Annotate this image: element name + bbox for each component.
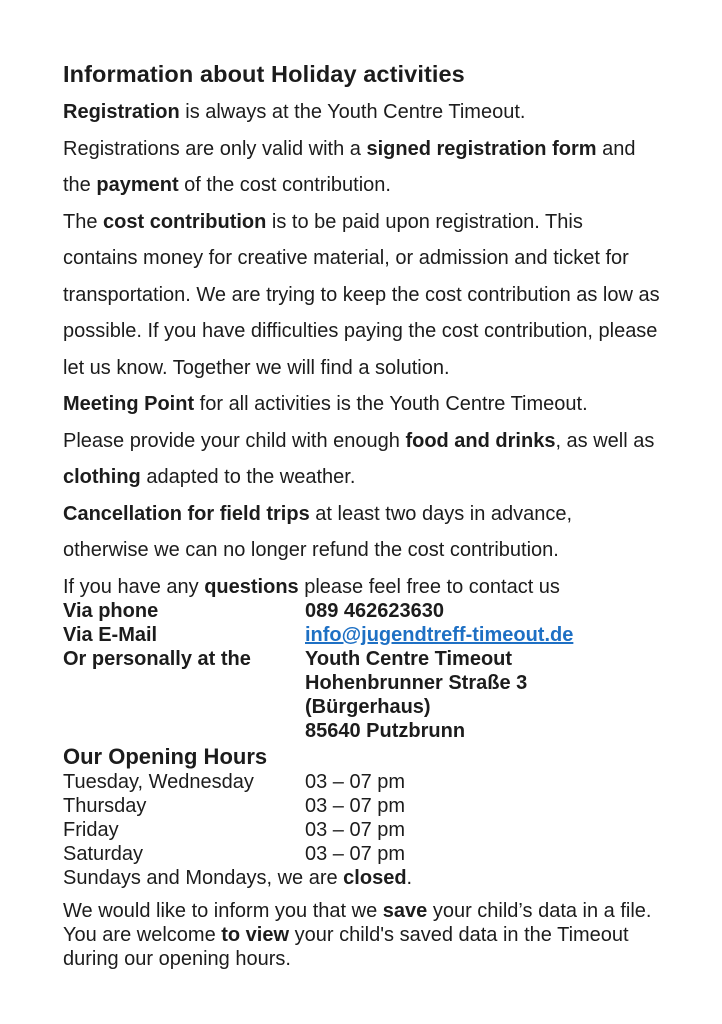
address-line-city: 85640 Putzbrunn — [305, 720, 466, 742]
paragraph-registration: Registration is always at the Youth Centre Timeout. — [63, 101, 526, 123]
contact-section — [63, 599, 660, 743]
body-paragraphs — [63, 94, 660, 605]
hours-day-friday: Friday — [63, 819, 119, 841]
contact-address-label: Or personally at the — [63, 648, 251, 670]
contact-address — [305, 647, 660, 743]
address-line-street: Hohenbrunner Straße 3 — [305, 672, 528, 694]
paragraph-cost-contribution: The cost contribution is to be paid upon registration. This contains money for creative material, or admission and ticket for transportation. We are trying to keep the cost contribution as low as possible. If you have difficulties paying the cost contribution, please let us know. Together we will find a solution. — [63, 210, 660, 379]
address-line-name: Youth Centre Timeout — [305, 648, 513, 670]
paragraph-food-clothing: Please provide your child with enough food and drinks, as well as clothing adapted to the weather. — [63, 429, 655, 488]
hours-time-saturday: 03 – 07 pm — [305, 843, 406, 865]
address-line-building: (Bürgerhaus) — [305, 696, 431, 718]
hours-time-tuesday-wednesday: 03 – 07 pm — [305, 771, 406, 793]
hours-day-tuesday-wednesday: Tuesday, Wednesday — [63, 771, 254, 793]
opening-hours-table — [63, 770, 660, 866]
document-content — [63, 60, 660, 971]
contact-phone-label: Via phone — [63, 600, 159, 622]
contact-email-label: Via E-Mail — [63, 624, 158, 646]
paragraph-meeting-point: Meeting Point for all activities is the Youth Centre Timeout. — [63, 393, 588, 415]
paragraph-cancellation: Cancellation for field trips at least two days in advance, otherwise we can no longer refund the cost contribution. — [63, 502, 573, 561]
paragraph-questions: If you have any questions please feel free to contact us — [63, 575, 560, 598]
hours-time-friday: 03 – 07 pm — [305, 819, 406, 841]
hours-day-saturday: Saturday — [63, 843, 144, 865]
data-privacy-note: We would like to inform you that we save your child’s data in a file. You are welcome to view your child's saved data in the Timeout during our opening hours. — [63, 900, 652, 970]
paragraph-registration-validity: Registrations are only valid with a signed registration form and the payment of the cost contribution. — [63, 137, 636, 196]
contact-phone-value: 089 462623630 — [305, 600, 445, 622]
page-title: Information about Holiday activities — [63, 61, 465, 87]
hours-day-thursday: Thursday — [63, 795, 147, 817]
hours-time-thursday: 03 – 07 pm — [305, 795, 406, 817]
closed-days-note: Sundays and Mondays, we are closed. — [63, 867, 413, 889]
email-link[interactable]: info@jugendtreff-timeout.de — [305, 624, 574, 646]
opening-hours-heading: Our Opening Hours — [63, 744, 268, 769]
